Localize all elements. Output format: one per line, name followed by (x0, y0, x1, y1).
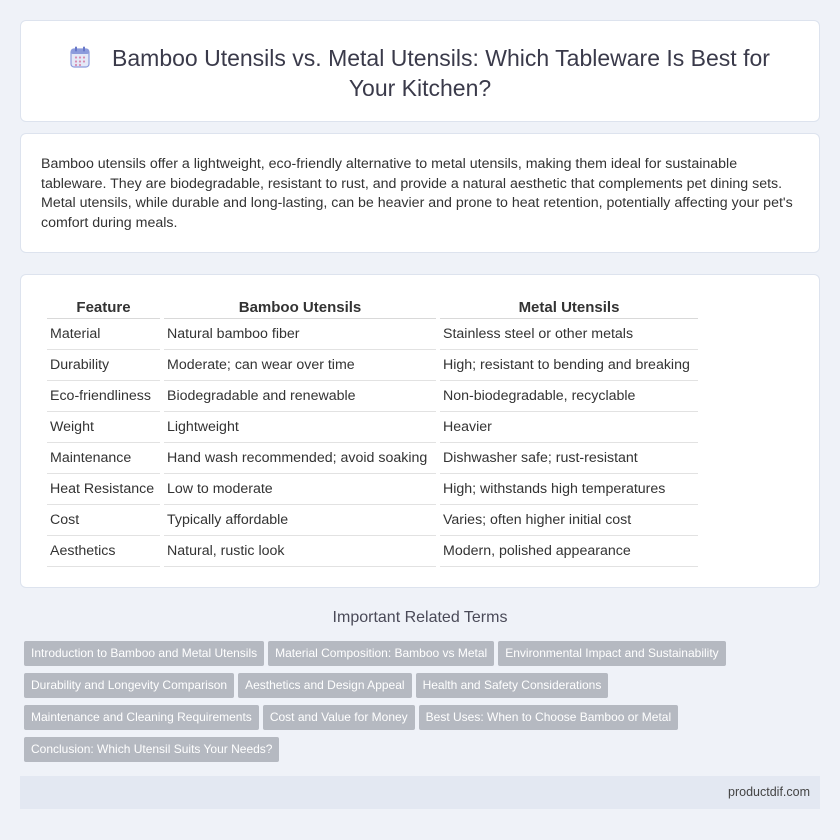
intro-card (20, 133, 820, 253)
table-header-row (47, 297, 698, 319)
comparison-card (20, 274, 820, 588)
tag-row (24, 673, 784, 705)
tag-link[interactable]: Conclusion: Which Utensil Suits Your Needs? (24, 737, 279, 762)
tag-link[interactable]: Introduction to Bamboo and Metal Utensils (24, 641, 264, 666)
metal-cell: Stainless steel or other metals (440, 319, 698, 350)
intro-paragraph: Bamboo utensils offer a lightweight, eco-friendly alternative to metal utensils, making them ideal for sustainable tableware. They are biodegradable, resistant to rust, and provide a natural aesthetic that complements pet dining sets. Metal utensils, while durable and long-lasting, can be heavier and prone to heat retention, potentially affecting your pet's comfort during meals. (41, 156, 793, 231)
bamboo-cell: Lightweight (164, 412, 436, 443)
feature-cell: Material (47, 319, 160, 350)
footer-bar (20, 776, 820, 809)
column-header-feature: Feature (47, 297, 160, 319)
title-card (20, 20, 820, 122)
comparison-table (43, 297, 702, 567)
tag-row (24, 705, 784, 737)
metal-cell: High; withstands high temperatures (440, 474, 698, 505)
feature-cell: Heat Resistance (47, 474, 160, 505)
tag-row (24, 641, 784, 673)
column-header-bamboo: Bamboo Utensils (164, 297, 436, 319)
bamboo-cell: Natural bamboo fiber (164, 319, 436, 350)
feature-cell: Weight (47, 412, 160, 443)
table-row (47, 443, 698, 474)
metal-cell: Heavier (440, 412, 698, 443)
tag-link[interactable]: Health and Safety Considerations (416, 673, 609, 698)
column-header-metal: Metal Utensils (440, 297, 698, 319)
related-terms-heading: Important Related Terms (332, 609, 508, 626)
feature-cell: Maintenance (47, 443, 160, 474)
tag-link[interactable]: Environmental Impact and Sustainability (498, 641, 725, 666)
footer-site-name[interactable]: productdif.com (728, 785, 810, 799)
tag-link[interactable]: Best Uses: When to Choose Bamboo or Metal (419, 705, 678, 730)
metal-cell: Non-biodegradable, recyclable (440, 381, 698, 412)
tag-link[interactable]: Aesthetics and Design Appeal (238, 673, 411, 698)
table-row (47, 319, 698, 350)
related-terms-tags (24, 641, 784, 769)
bamboo-cell: Hand wash recommended; avoid soaking (164, 443, 436, 474)
tag-link[interactable]: Cost and Value for Money (263, 705, 415, 730)
tag-row (24, 737, 784, 769)
metal-cell: Dishwasher safe; rust-resistant (440, 443, 698, 474)
table-row (47, 412, 698, 443)
metal-cell: High; resistant to bending and breaking (440, 350, 698, 381)
calendar-icon (70, 45, 90, 67)
bamboo-cell: Biodegradable and renewable (164, 381, 436, 412)
metal-cell: Varies; often higher initial cost (440, 505, 698, 536)
feature-cell: Durability (47, 350, 160, 381)
bamboo-cell: Low to moderate (164, 474, 436, 505)
tag-link[interactable]: Durability and Longevity Comparison (24, 673, 234, 698)
page-title-wrap (21, 43, 819, 103)
feature-cell: Eco-friendliness (47, 381, 160, 412)
metal-cell: Modern, polished appearance (440, 536, 698, 567)
table-row (47, 474, 698, 505)
table-row (47, 536, 698, 567)
feature-cell: Aesthetics (47, 536, 160, 567)
table-row (47, 505, 698, 536)
table-row (47, 350, 698, 381)
feature-cell: Cost (47, 505, 160, 536)
table-row (47, 381, 698, 412)
tag-link[interactable]: Material Composition: Bamboo vs Metal (268, 641, 494, 666)
bamboo-cell: Natural, rustic look (164, 536, 436, 567)
page-title: Bamboo Utensils vs. Metal Utensils: Which Tableware Is Best for Your Kitchen? (112, 45, 770, 101)
bamboo-cell: Moderate; can wear over time (164, 350, 436, 381)
bamboo-cell: Typically affordable (164, 505, 436, 536)
tag-link[interactable]: Maintenance and Cleaning Requirements (24, 705, 259, 730)
